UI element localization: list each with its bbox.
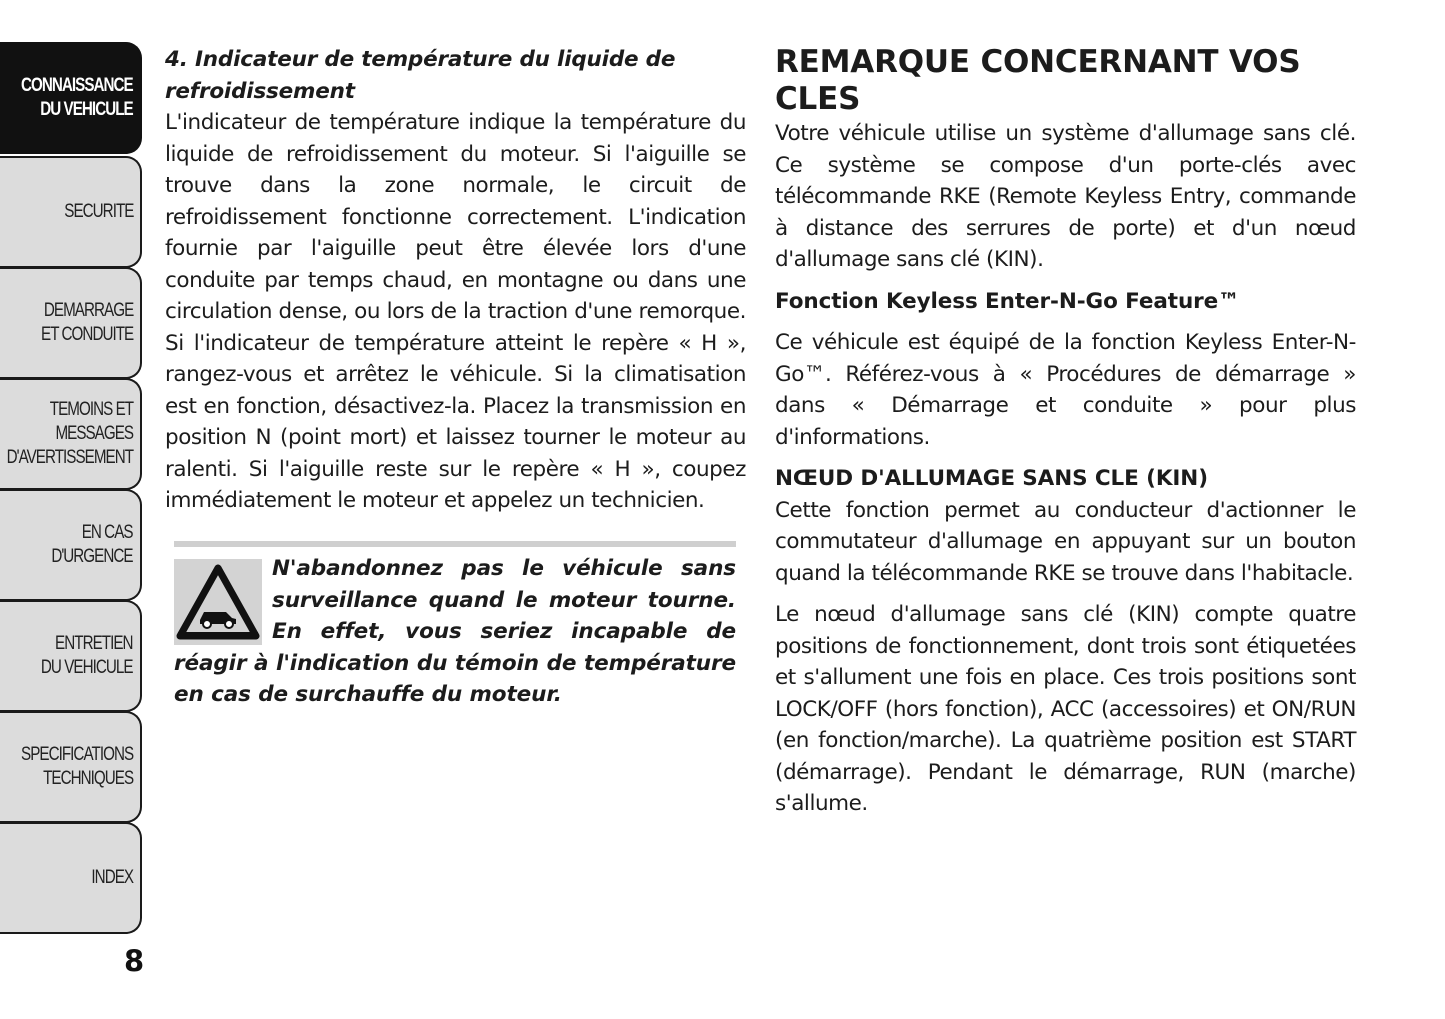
body-paragraph: L'indicateur de température indique la température du liquide de refroidissement du moteur. Si l'aiguille se trouve dans la zone normale, le circuit de refroidissement fonctionne correctement. L'indication fournie par l'aiguille peut être élevée lors d'une conduite par temps chaud, en montagne ou dans une circulation dense, ou lors de la traction d'une remorque. Si l'indicateur de température atteint le repère « H », rangez-vous et arrêtez le véhicule. Si la climatisation est en fonction, désactivez-la. Placez la transmission en position N (point mort) et laissez tourner le moteur au ralenti. Si l'aiguille reste sur le repère « H », coupez immédiatement le moteur et appelez un technicien. xyxy=(165,110,746,513)
tab-entretien-du-vehicule[interactable] xyxy=(0,600,142,712)
tab-label: ENTRETIEN DU VEHICULE xyxy=(41,633,133,678)
tab-index[interactable] xyxy=(0,822,142,934)
tab-connaissance-du-vehicule[interactable] xyxy=(0,42,142,154)
right-column xyxy=(775,44,1356,830)
kin-paragraph-1: Cette fonction permet au conducteur d'actionner le commutateur d'allumage en appuyant sur un bouton quand la télécommande RKE se trouve dans l'habitacle. xyxy=(775,497,1356,586)
tab-label: DEMARRAGE ET CONDUITE xyxy=(40,300,134,345)
tab-label: EN CAS D'URGENCE xyxy=(51,522,133,567)
keyless-paragraph: Ce véhicule est équipé de la fonction Keyless Enter-N-Go™. Référez-vous à « Procédures de démarrage » dans « Démarrage et conduite » pour plus d'informations. xyxy=(775,330,1356,450)
tab-en-cas-d-urgence[interactable] xyxy=(0,489,142,601)
tab-specifications-techniques[interactable] xyxy=(0,711,142,823)
warning-text: N'abandonnez pas le véhicule sans surveillance quand le moteur tourne. En effet, vous seriez incapable de réagir à l'indication du témoin de température en cas de surchauffe du moteur. xyxy=(174,556,736,707)
tab-label: INDEX xyxy=(91,867,133,888)
tab-securite[interactable] xyxy=(0,156,142,268)
tab-temoins-et-messages[interactable] xyxy=(0,378,142,490)
intro-paragraph: Votre véhicule utilise un système d'allumage sans clé. Ce système se compose d'un porte-clés avec télécommande RKE (Remote Keyless Entry, commande à distance des serrures de porte) et d'un nœud d'allumage sans clé (KIN). xyxy=(775,121,1356,272)
section-heading: 4. Indicateur de température du liquide de refroidissement xyxy=(165,47,676,104)
left-column xyxy=(165,44,746,517)
page-number: 8 xyxy=(124,944,145,978)
kin-paragraph-2: Le nœud d'allumage sans clé (KIN) compte quatre positions de fonctionnement, dont trois sont étiquetées et s'allument une fois en place. Ces trois positions sont LOCK/OFF (hors fonction), ACC (accessoires) et ON/RUN (en fonction/marche). La quatrième position est START (démarrage). Pendant le démarrage, RUN (marche) s'allume. xyxy=(775,602,1356,816)
tab-label: CONNAISSANCE DU VEHICULE xyxy=(21,75,134,120)
divider xyxy=(174,541,736,547)
subheading-kin: NŒUD D'ALLUMAGE SANS CLE (KIN) xyxy=(775,466,1208,491)
tab-demarrage-et-conduite[interactable] xyxy=(0,267,142,379)
warning-box xyxy=(174,541,736,711)
warning-triangle-icon xyxy=(174,559,262,645)
subheading-keyless: Fonction Keyless Enter-N-Go Feature™ xyxy=(775,288,1240,314)
tab-label: SPECIFICATIONS TECHNIQUES xyxy=(20,744,133,789)
tab-label: SECURITE xyxy=(63,201,133,222)
tab-label: TEMOINS ET MESSAGES D'AVERTISSEMENT xyxy=(6,399,133,468)
page-title: REMARQUE CONCERNANT VOS CLES xyxy=(775,44,1301,117)
